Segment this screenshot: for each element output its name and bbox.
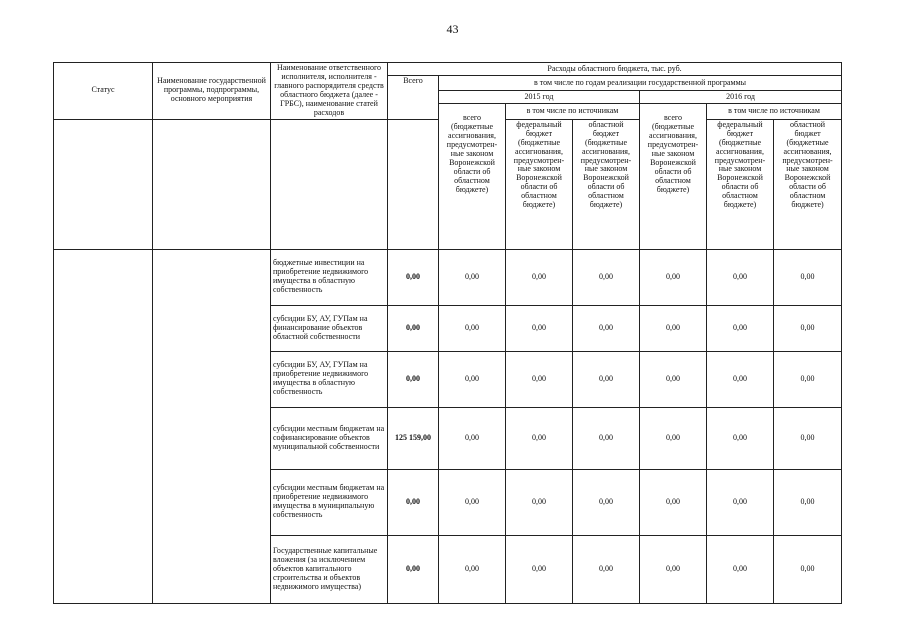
- header-expenses: Расходы областного бюджета, тыс. руб.: [388, 63, 842, 76]
- cell-value: 0,00: [774, 535, 842, 603]
- cell-value: 0,00: [506, 469, 573, 535]
- header-total: Всего: [388, 76, 439, 120]
- cell-value: 0,00: [506, 351, 573, 407]
- header-year-2015: 2015 год: [439, 91, 640, 104]
- cell-value: 0,00: [640, 305, 707, 351]
- row-total: 0,00: [388, 535, 439, 603]
- cell-value: 0,00: [506, 407, 573, 469]
- cell-value: 0,00: [774, 469, 842, 535]
- cell-value: 0,00: [439, 535, 506, 603]
- cell-value: 0,00: [573, 351, 640, 407]
- table-row: [54, 249, 842, 305]
- cell-value: 0,00: [573, 249, 640, 305]
- cell-value: 0,00: [707, 469, 774, 535]
- row-name: субсидии БУ, АУ, ГУПам на финансирование объектов областной собственности: [271, 305, 388, 351]
- row-name: субсидии местным бюджетам на приобретение недвижимого имущества в муниципальную собственность: [271, 469, 388, 535]
- header-2015-by-sources: в том числе по источникам: [506, 104, 640, 119]
- row-total: 125 159,00: [388, 407, 439, 469]
- cell-value: 0,00: [640, 351, 707, 407]
- cell-value: 0,00: [439, 249, 506, 305]
- header-total-cont: [388, 119, 439, 249]
- cell-value: 0,00: [573, 407, 640, 469]
- cell-value: 0,00: [640, 535, 707, 603]
- cell-value: 0,00: [439, 469, 506, 535]
- row-total: 0,00: [388, 249, 439, 305]
- cell-value: 0,00: [774, 249, 842, 305]
- header-2016-federal: федеральный бюджет (бюджетные ассигнования, предусмотрен-ные законом Воронежской области об областном бюджете): [707, 119, 774, 249]
- cell-value: 0,00: [573, 305, 640, 351]
- cell-value: 0,00: [573, 469, 640, 535]
- cell-value: 0,00: [506, 305, 573, 351]
- row-total: 0,00: [388, 305, 439, 351]
- header-responsible-cont: [271, 119, 388, 249]
- cell-value: 0,00: [774, 305, 842, 351]
- row-name: субсидии местным бюджетам на софинансирование объектов муниципальной собственности: [271, 407, 388, 469]
- row-total: 0,00: [388, 351, 439, 407]
- cell-value: 0,00: [439, 407, 506, 469]
- header-2016-regional: областной бюджет (бюджетные ассигнования, предусмотрен-ные законом Воронежской области об областном бюджете): [774, 119, 842, 249]
- cell-value: 0,00: [774, 407, 842, 469]
- cell-value: 0,00: [640, 407, 707, 469]
- cell-value: 0,00: [506, 249, 573, 305]
- budget-table: [53, 62, 842, 604]
- header-row-1: [54, 63, 842, 76]
- cell-value: 0,00: [506, 535, 573, 603]
- cell-value: 0,00: [573, 535, 640, 603]
- row-name: бюджетные инвестиции на приобретение недвижимого имущества в областную собственность: [271, 249, 388, 305]
- header-responsible: Наименование ответственного исполнителя, исполнителя - главного распорядителя средств областного бюджета (далее - ГРБС), наименование статей расходов: [271, 63, 388, 120]
- header-2015-all: всего (бюджетные ассигнования, предусмотрен-ные законом Воронежской области об областном бюджете): [439, 104, 506, 249]
- header-2016-by-sources: в том числе по источникам: [707, 104, 842, 119]
- cell-value: 0,00: [707, 351, 774, 407]
- header-program-name: Наименование государственной программы, подпрограммы, основного мероприятия: [153, 63, 271, 120]
- row-total: 0,00: [388, 469, 439, 535]
- header-status-cont: [54, 119, 153, 249]
- header-year-2016: 2016 год: [640, 91, 842, 104]
- header-by-years: в том числе по годам реализации государственной программы: [439, 76, 842, 91]
- cell-value: 0,00: [774, 351, 842, 407]
- header-2015-regional: областной бюджет (бюджетные ассигнования, предусмотрен-ные законом Воронежской области об областном бюджете): [573, 119, 640, 249]
- cell-value: 0,00: [640, 469, 707, 535]
- cell-value: 0,00: [707, 535, 774, 603]
- row-name: Государственные капитальные вложения (за исключением объектов капитального строительства и объектов недвижимого имущества): [271, 535, 388, 603]
- cell-value: 0,00: [707, 407, 774, 469]
- cell-value: 0,00: [707, 249, 774, 305]
- cell-value: 0,00: [707, 305, 774, 351]
- cell-value: 0,00: [439, 305, 506, 351]
- cell-value: 0,00: [640, 249, 707, 305]
- header-2015-federal: федеральный бюджет (бюджетные ассигнования, предусмотрен-ные законом Воронежской области об областном бюджете): [506, 119, 573, 249]
- header-status: Статус: [54, 63, 153, 120]
- header-2016-all: всего (бюджетные ассигнования, предусмотрен-ные законом Воронежской области об областном бюджете): [640, 104, 707, 249]
- header-program-cont: [153, 119, 271, 249]
- program-cell: [153, 249, 271, 603]
- row-name: субсидии БУ, АУ, ГУПам на приобретение недвижимого имущества в областную собственность: [271, 351, 388, 407]
- cell-value: 0,00: [439, 351, 506, 407]
- page-number: 43: [446, 22, 459, 36]
- status-cell: [54, 249, 153, 603]
